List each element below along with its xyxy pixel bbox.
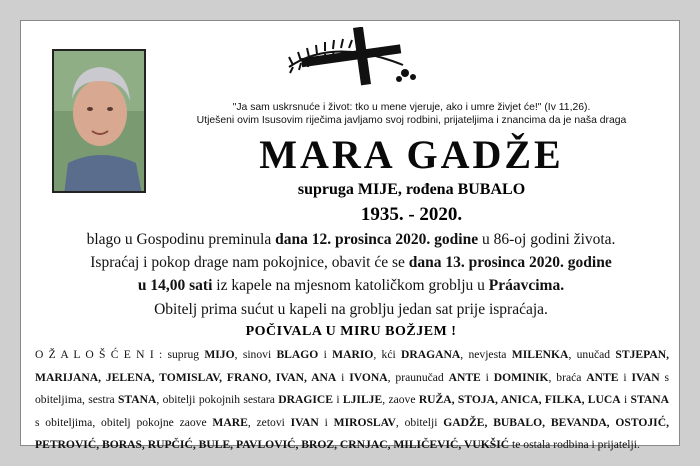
mourner-text: , sinovi	[234, 348, 277, 361]
obituary-card	[20, 20, 680, 451]
funeral-time: u 14,00 sati	[137, 277, 213, 294]
mourner-name: LJILJE	[342, 393, 383, 406]
funeral-date: dana 13. prosinca 2020. godine	[408, 254, 612, 271]
death-date-line	[21, 231, 681, 249]
death-date: dana 12. prosinca 2020. godine	[275, 231, 479, 248]
condolences-line: Obitelj prima sućut u kapeli na groblju jedan sat prije ispraćaja.	[154, 301, 548, 318]
text: Ispraćaj i pokop drage nam pokojnice, obavit će se	[90, 254, 409, 271]
mourner-text: i	[318, 415, 334, 429]
mourner-text: s obiteljima, sestra	[35, 370, 669, 406]
mourner-text: i	[336, 370, 350, 384]
text: blago u Gospodinu preminula	[86, 231, 276, 248]
mourner-text: s obiteljima, obitelj pokojne zaove	[35, 415, 213, 429]
cross-with-palm-icon	[283, 27, 423, 87]
text: iz kapele na mjesnom katoličkom groblju u	[212, 277, 489, 294]
mourner-text: O Ž A L O Š Ć E N I : suprug	[35, 348, 205, 361]
mourner-text: i	[620, 393, 631, 406]
bible-quote	[149, 101, 674, 127]
deceased-name: MARA GADŽE	[259, 132, 564, 177]
mourner-name: STANA	[630, 393, 669, 406]
mourner-name: MILENKA	[511, 348, 569, 361]
rest-in-peace: POČIVALA U MIRU BOŽJEM !	[245, 324, 457, 339]
mourner-name: STJEPAN, MARIJANA, JELENA, TOMISLAV, FRANO, IVAN, ANA	[35, 348, 669, 384]
subtitle: supruga MIJE, rođena BUBALO	[297, 181, 526, 198]
life-years: 1935. - 2020.	[360, 204, 463, 225]
mourner-text: te ostala rodbina i prijatelji.	[509, 438, 640, 451]
mourner-text: i	[333, 393, 343, 406]
funeral-line	[21, 254, 681, 272]
mourner-text: , kći	[373, 348, 402, 361]
mourner-text: , nevjesta	[460, 348, 512, 361]
mourner-name: DOMINIK	[493, 370, 549, 384]
mourner-text: , praunučad	[387, 370, 449, 384]
mourners-list	[35, 344, 669, 457]
quote-line-2: Utješeni ovim Isusovim riječima javljamo svoj rodbini, prijateljima i znancima da je naša draga	[196, 115, 627, 126]
mourner-name: MARE	[212, 415, 248, 429]
mourner-name: MIJO	[204, 348, 235, 361]
mourner-text: , unučad	[568, 348, 616, 361]
mourner-text: i	[618, 370, 632, 384]
mourner-text: , zetovi	[247, 415, 291, 429]
mourner-name: ANTE	[448, 370, 481, 384]
mourner-name: DRAGICE	[278, 393, 334, 406]
mourner-text: , obitelji pokojnih sestara	[156, 393, 279, 406]
mourner-name: MARIO	[332, 348, 374, 361]
mourner-name: BLAGO	[276, 348, 319, 361]
mourner-name: GADŽE, BUBALO, BEVANDA, OSTOJIĆ, PETROVIĆ, BORAS, RUPČIĆ, BULE, PAVLOVIĆ, BROZ, CRNJAC, MILIČEVIĆ, VUKŠIĆ	[35, 415, 669, 451]
mourner-text: , obitelji	[395, 415, 444, 429]
quote-line-1: "Ja sam uskrsnuće i život: tko u mene vjeruje, ako i umre živjet će!" (Iv 11,26).	[232, 102, 591, 113]
mourner-text: i	[480, 370, 494, 384]
mourner-text: , braća	[548, 370, 587, 384]
text: u 86-oj godini života.	[478, 231, 616, 248]
mourner-name: ANTE	[586, 370, 619, 384]
funeral-time-line	[21, 277, 681, 295]
mourner-text: , zaove	[382, 393, 419, 406]
mourner-name: MIROSLAV	[333, 415, 396, 429]
mourner-name: IVAN	[631, 370, 660, 384]
mourner-text: i	[318, 348, 333, 361]
funeral-place: Práavcima.	[488, 277, 565, 294]
mourner-name: IVAN	[290, 415, 319, 429]
mourner-name: IVONA	[349, 370, 388, 384]
portrait-photo	[52, 49, 146, 193]
mourner-name: RUŽA, STOJA, ANICA, FILKA, LUCA	[418, 393, 621, 406]
mourner-name: STANA	[117, 393, 157, 406]
mourner-name: DRAGANA	[401, 348, 461, 361]
